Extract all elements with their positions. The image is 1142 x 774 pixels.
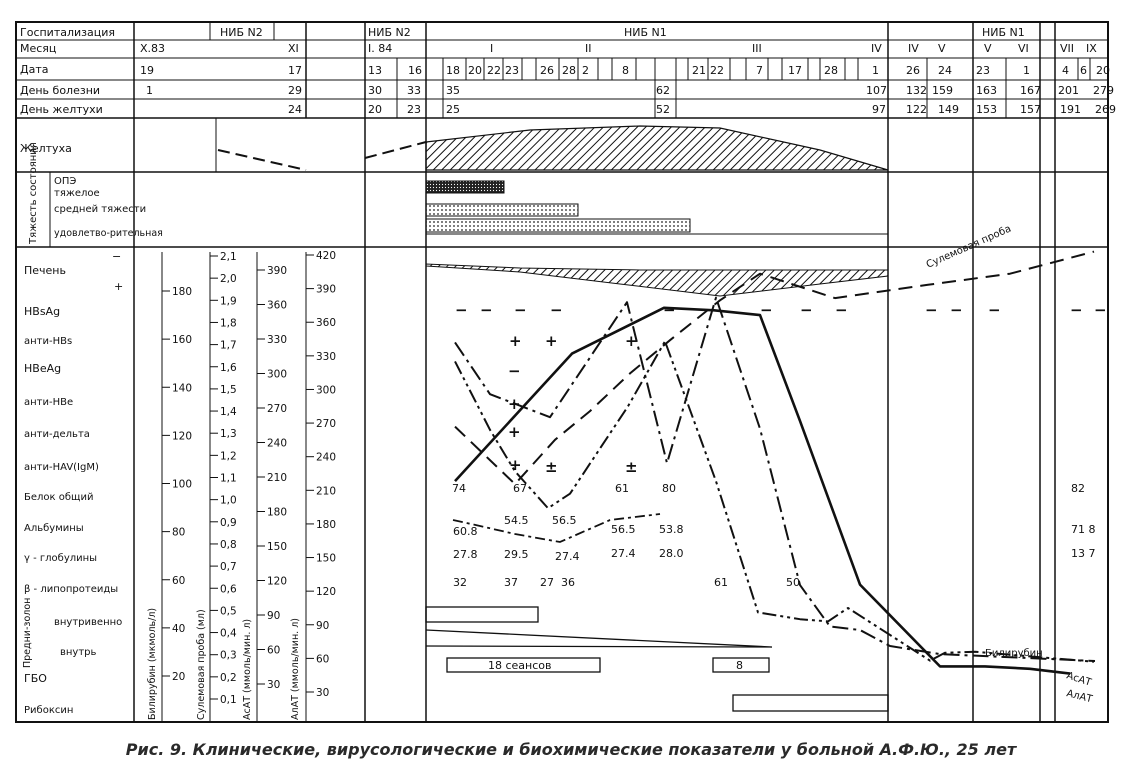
severity-level: средней тяжести [54,204,147,215]
date-cell: 22 [487,64,501,77]
ast-tick-label: 270 [267,403,288,415]
marker-label: анти-HBe [24,397,74,408]
pred-route: внутривенно [54,617,123,628]
jaundice-band [218,126,888,170]
date-cell: 24 [938,64,952,77]
month-tick: I [490,42,494,55]
figure-caption: Рис. 9. Клинические, вирусологические и биохимические показатели у больной А.Ф.Ю., 25 лет [125,740,1017,759]
alt-tick-label: 390 [316,283,337,296]
hbsag-sign: − [925,301,938,319]
liver-band [426,264,888,296]
hbsag-sign: − [514,301,527,319]
liver-sign: + [114,280,124,293]
month-label: Месяц [20,42,57,55]
series-line-alt [455,341,1094,661]
sublimate-tick-label: 2,0 [220,273,237,286]
sublimate-tick-label: 0,7 [220,561,237,574]
beta-value: 32 [453,576,467,589]
sublimate-tick-label: 0,9 [220,516,237,529]
prednisolone-label: Предни-золон [22,597,33,668]
gamma-value: 27.4 [555,550,580,563]
sublimate-tick-label: 0,1 [220,694,237,706]
month-tick: X.83 [140,42,166,55]
sublimate-tick-label: 0,8 [220,538,237,551]
marker-label: HBeAg [24,362,62,375]
hbsag-sign: − [480,301,493,319]
lab-label: γ - глобулины [24,553,98,564]
ast-tick-label: 360 [267,299,288,312]
bilirubin-tick-label: 180 [172,286,193,298]
date-cell: 2 [582,64,589,77]
date-cell: 1 [1023,64,1030,77]
albumin-value: 60.8 [453,525,478,538]
alt-tick-label: 300 [316,384,337,397]
sublimate-tick-label: 0,4 [220,627,237,640]
albumin-value: 56.5 [552,514,577,527]
disease-day-cell: 30 [368,84,382,97]
protein-value: 80 [662,482,676,495]
lab-label: β - липопротеиды [24,584,119,595]
hbsag-sign: − [760,301,773,319]
date-cell: 22 [710,64,724,77]
beta-value: 61 [714,576,728,589]
date-cell: 28 [562,64,576,77]
alt-tick-label: 210 [316,485,337,498]
date-cell: 17 [288,64,302,77]
month-tick: V [938,42,946,55]
sublimate-tick-label: 1,7 [220,339,237,352]
month-tick: VI [1018,42,1029,55]
lab-label: Альбумины [24,523,84,534]
hbsag-sign: − [800,301,813,319]
beta-value: 36 [561,576,575,589]
alt-axis-label: АлАТ (ммоль/мин. л) [290,618,301,720]
sublimate-tick-label: 1,4 [220,406,237,419]
albumin-value: 71 8 [1071,523,1096,536]
gbo-sessions-label: 18 сеансов [488,659,552,672]
alt-tick-label: 330 [316,350,337,363]
pred-route: внутрь [60,647,97,658]
jaundice-day-label: День желтухи [20,103,103,116]
hbsag-sign: − [550,301,563,319]
disease-day-cell: 35 [446,84,460,97]
alt-tick-label: 120 [316,586,337,599]
anti-delta-sign: + [508,423,521,441]
jaundice-day-cell: 25 [446,103,460,116]
disease-day-cell: 201 [1058,84,1079,97]
jaundice-day-cell: 122 [906,103,927,116]
protein-value: 61 [615,482,629,495]
therapy-labels [488,659,743,672]
hospital-label: НИБ N2 [220,26,263,39]
disease-day-cell: 167 [1020,84,1041,97]
month-tick: IV [908,42,919,55]
date-cell: 4 [1062,64,1069,77]
protein-value: 82 [1071,482,1085,495]
disease-day-cell: 132 [906,84,927,97]
jaundice-day-cell: 153 [976,103,997,116]
hbsag-sign: − [663,301,676,319]
sublimate-tick-label: 0,2 [220,671,237,684]
sublimate-tick-label: 0,5 [220,605,237,618]
liver-sign: − [112,250,122,263]
ast-tick-label: 120 [267,575,288,588]
jaundice-day-cell: 149 [938,103,959,116]
row-labels [20,142,163,716]
alt-tick-label: 30 [316,687,330,699]
ast-axis-label: АсАТ (ммоль/мин. л) [242,618,253,720]
date-cell: 16 [408,64,422,77]
lab-values [452,482,1096,589]
beta-value: 27 [540,576,554,589]
jaundice-day-cell: 157 [1020,103,1041,116]
ast-tick-label: 90 [267,610,281,622]
date-cell: 21 [692,64,706,77]
alt-tick-label: 270 [316,418,337,431]
gamma-value: 27.4 [611,547,636,560]
hbsag-sign: − [1070,301,1083,319]
alt-tick-label: 180 [316,518,337,531]
alt-tick-label: 240 [316,451,337,464]
jaundice-day-row [288,103,1116,116]
gamma-value: 28.0 [659,547,684,560]
bilirubin-tick-label: 20 [172,671,186,683]
marker-signs [455,301,1107,476]
jaundice-day-cell: 97 [872,103,886,116]
sublimate-tick-label: 1,0 [220,494,237,507]
disease-day-row [146,84,1114,97]
series-label-alt: АлАТ [1065,688,1094,706]
gamma-value: 27.8 [453,548,478,561]
ast-tick-label: 150 [267,541,288,553]
ast-tick-label: 330 [267,334,288,346]
bilirubin-tick-label: 160 [172,334,193,347]
disease-day-cell: 279 [1093,84,1114,97]
anti-hav-sign: ± [625,458,638,476]
series-label-sublimate: Сулемовая проба [924,223,1013,271]
sublimate-tick-label: 1,3 [220,428,237,441]
bilirubin-tick-label: 80 [172,526,186,539]
alt-tick-label: 360 [316,317,337,330]
bilirubin-axis-label: Билирубин (мкмоль/л) [147,607,158,720]
marker-label: анти-дельта [24,429,90,440]
hbsag-sign: − [988,301,1001,319]
ast-tick-label: 210 [267,472,288,484]
severity-bars [426,181,690,232]
date-cell: 23 [976,64,990,77]
alt-tick-label: 60 [316,653,330,666]
date-cell: 18 [446,64,460,77]
disease-day-cell: 163 [976,84,997,97]
sublimate-axis-label: Сулемовая проба (мл) [196,609,207,720]
date-cell: 23 [505,64,519,77]
hospital-label: НИБ N1 [624,26,667,39]
date-label: Дата [20,63,49,76]
disease-day-cell: 107 [866,84,887,97]
date-cell: 28 [824,64,838,77]
disease-day-cell: 62 [656,84,670,97]
series-labels [925,223,1094,705]
hbsag-sign: − [455,301,468,319]
date-cell: 19 [140,64,154,77]
month-tick: III [752,42,762,55]
sublimate-tick-label: 1,1 [220,472,237,485]
month-tick: VII [1060,42,1075,55]
sublimate-tick-label: 1,6 [220,361,237,374]
albumin-value: 56.5 [611,523,636,536]
severity-level: тяжелое [54,188,100,199]
protein-value: 67 [513,482,527,495]
gbo-sessions-label: 8 [736,659,743,672]
marker-label: анти-HBs [24,336,73,347]
month-tick: IV [871,42,882,55]
sublimate-tick-label: 1,8 [220,317,237,330]
protein-value: 74 [452,482,466,495]
anti-hbs-sign: + [545,332,558,350]
marker-label: HBsAg [24,305,61,318]
sublimate-tick-label: 0,6 [220,583,237,596]
ast-tick-label: 30 [267,679,281,691]
hbsag-sign: − [835,301,848,319]
ast-tick-label: 390 [267,265,288,277]
disease-day-cell: 1 [146,84,153,97]
month-tick: II [585,42,592,55]
severity-level: ОПЭ [54,176,77,187]
hospital-label: НИБ N1 [982,26,1025,39]
anti-hav-sign: + [509,456,522,474]
albumin-value: 54.5 [504,514,529,527]
lab-label: Белок общий [24,492,94,503]
anti-hav-sign: ± [545,458,558,476]
disease-day-cell: 33 [407,84,421,97]
beta-value: 50 [786,576,800,589]
date-row [140,64,1110,77]
bilirubin-tick-label: 60 [172,574,186,587]
date-cell: 20 [1096,64,1110,77]
jaundice-day-cell: 23 [407,103,421,116]
hbsag-sign: − [950,301,963,319]
hosp-label: Госпитализация [20,26,115,39]
bilirubin-tick-label: 140 [172,382,193,395]
jaundice-day-cell: 269 [1095,103,1116,116]
date-cell: 8 [622,64,629,77]
series-line-bilirubin [455,308,1070,674]
hospital-label: НИБ N2 [368,26,411,39]
anti-hbe-sign: + [508,395,521,413]
liver-label: Печень [24,264,66,277]
date-cell: 6 [1080,64,1087,77]
date-cell: 7 [756,64,763,77]
beta-value: 37 [504,576,518,589]
ast-tick-label: 240 [267,437,288,450]
jaundice-day-cell: 24 [288,103,302,116]
grid-lines [16,22,1108,722]
sublimate-tick-label: 1,2 [220,450,237,463]
date-cell: 20 [468,64,482,77]
severity-level: удовлетво-рительная [54,228,163,239]
anti-hbs-sign: + [625,332,638,350]
alt-tick-label: 90 [316,619,330,632]
anti-hbs-sign: + [509,332,522,350]
gbo-label: ГБО [24,672,47,685]
alt-tick-label: 420 [316,250,337,262]
bilirubin-tick-label: 40 [172,622,186,635]
ast-tick-label: 180 [267,506,288,519]
disease-day-label: День болезни [20,84,101,97]
ast-tick-label: 60 [267,644,281,657]
riboxin-label: Рибоксин [24,705,74,716]
date-cell: 1 [872,64,879,77]
series-label-ast: АсАТ [1065,670,1093,689]
albumin-value: 53.8 [659,523,684,536]
disease-day-cell: 159 [932,84,953,97]
month-tick: XI [288,42,299,55]
date-cell: 26 [540,64,554,77]
severity-label: Тяжесть состояния [28,142,39,244]
hbsag-sign: − [1094,301,1107,319]
date-cell: 13 [368,64,382,77]
sublimate-tick-label: 2,1 [220,251,237,263]
date-cell: 26 [906,64,920,77]
jaundice-day-cell: 191 [1060,103,1081,116]
jaundice-label: Желтуха [20,142,72,155]
sublimate-tick-label: 0,3 [220,649,237,662]
gamma-value: 29.5 [504,548,529,561]
series-label-bilirubin: Билирубин [985,648,1043,659]
date-cell: 17 [788,64,802,77]
jaundice-day-cell: 52 [656,103,670,116]
marker-label: анти-HAV(IgM) [24,462,99,473]
month-tick: IX [1086,42,1097,55]
sublimate-tick-label: 1,5 [220,383,237,396]
sublimate-tick-label: 1,9 [220,295,237,308]
disease-day-cell: 29 [288,84,302,97]
gamma-value: 13 7 [1071,547,1096,560]
ast-tick-label: 300 [267,368,288,381]
bilirubin-tick-label: 100 [172,478,193,491]
jaundice-day-cell: 20 [368,103,382,116]
hbeag-sign: − [508,362,521,380]
month-tick: I. 84 [368,42,393,55]
month-tick: V [984,42,992,55]
alt-tick-label: 150 [316,552,337,565]
bilirubin-tick-label: 120 [172,430,193,443]
